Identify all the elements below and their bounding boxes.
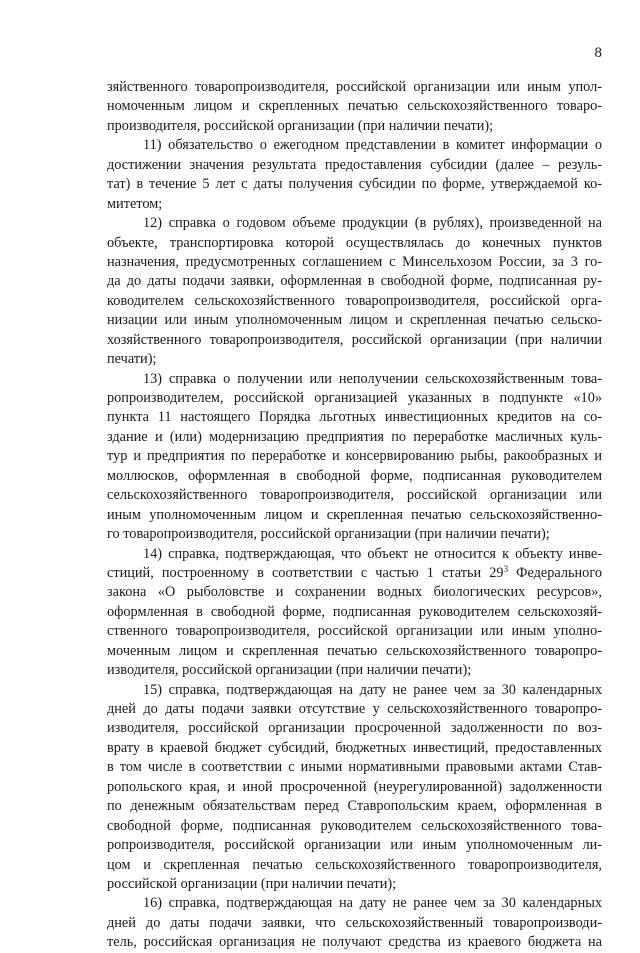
- text-line: моченным лицом и скрепленная печатью сельскохозяйственного товаропро-: [107, 642, 602, 659]
- text-line: 12) справка о годовом объеме продукции (в рублях), произведенной на: [143, 215, 602, 232]
- text-line: тур и предприятия по переработке и консервированию рыбы, ракообразных и: [107, 448, 602, 465]
- text-line: ропроизводителя, российской организации или иным уполномоченным ли-: [107, 837, 602, 854]
- text-line: ственного товаропроизводителя, российской организации или иным уполно-: [107, 623, 602, 640]
- text-line: свободной форме, подписанная руководителем сельскохозяйственного това-: [107, 817, 602, 834]
- text-line: производителя, российской организации (при наличии печати);: [107, 117, 494, 134]
- text-line: зяйственного товаропроизводителя, российской организации или иным упол-: [107, 79, 602, 95]
- text-line: сельскохозяйственного товаропроизводителя, российской организации или: [107, 487, 602, 504]
- text-line: низации или иным уполномоченным лицом и скрепленная печатью сельско-: [107, 312, 602, 329]
- text-line: 16) справка, подтверждающая на дату не ранее чем за 30 календарных: [143, 895, 602, 912]
- text-line: митетом;: [107, 195, 163, 212]
- text-line: оформленная в свободной форме, подписанная руководителем сельскохозяй-: [107, 603, 602, 620]
- text-line: го товаропроизводителя, российской организации (при наличии печати);: [107, 526, 550, 543]
- text-line: хозяйственного товаропроизводителя, российской организации (при наличии: [107, 331, 602, 348]
- text-line: дней до даты подачи заявки, что сельскохозяйственный товаропроизводи-: [107, 914, 602, 931]
- text-line: объекте, транспортировка которой осуществлялась до конечных пунктов: [107, 234, 602, 251]
- text-line: дней до даты подачи заявки отсутствие у сельскохозяйственного товаропро-: [107, 701, 602, 717]
- text-line: печати);: [107, 351, 157, 368]
- text-line: пункта 11 настоящего Порядка льготных инвестиционных кредитов на со-: [107, 409, 602, 426]
- text-line: да до даты подачи заявки, оформленная в свободной форме, подписанная ру-: [107, 273, 602, 290]
- text-line: изводителя, российской организации просроченной задолженности по воз-: [107, 720, 602, 737]
- text-line: тель, российская организация не получают средства из краевого бюджета на: [107, 934, 602, 951]
- superscript: 3: [503, 563, 509, 574]
- text-line: изводителя, российской организации (при наличии печати);: [107, 662, 472, 679]
- text-line: моллюсков, оформленная в свободной форме, подписанная руководителем: [107, 467, 602, 484]
- text-line: российской организации (при наличии печати);: [107, 875, 397, 892]
- text-line: врату в краевой бюджет субсидий, бюджетных инвестиций, предоставленных: [107, 739, 602, 756]
- text-line: ководителем сельскохозяйственного товаропроизводителя, российской орга-: [107, 292, 602, 309]
- document-body: [107, 78, 602, 953]
- text-line: стиций, построенному в соответствии с частью 1 статьи $29^3$ Федерального: [107, 563, 602, 581]
- text-line: по денежным обязательствам перед Ставропольским краем, оформленная в: [107, 798, 602, 815]
- text-line: тат) в течение 5 лет с даты получения субсидии по форме, утверждаемой ко-: [107, 176, 602, 193]
- text-line: ропольского края, и иной просроченной (неурегулированной) задолженности: [107, 778, 602, 795]
- text-line: 11) обязательство о ежегодном представлении в комитет информации о: [143, 137, 602, 154]
- page-number: 8: [594, 45, 602, 61]
- text-line: цом и скрепленная печатью сельскохозяйственного товаропроизводителя,: [107, 856, 602, 873]
- text-line: назначения, предусмотренных соглашением с Минсельхозом России, за 3 го-: [107, 253, 602, 270]
- text-line: номоченным лицом и скрепленных печатью сельскохозяйственного товаро-: [107, 98, 602, 115]
- text-line: ропроизводителем, российской организацией указанных в подпункте «10»: [107, 390, 602, 406]
- text-line: достижении значения результата предоставления субсидии (далее – резуль-: [107, 156, 602, 173]
- text-line: 14) справка, подтверждающая, что объект не относится к объекту инве-: [143, 545, 602, 562]
- text-line: здание и (или) модернизацию предприятия по переработке масличных куль-: [107, 428, 602, 445]
- text-line: закона «О рыболовстве и сохранении водных биологических ресурсов»,: [107, 584, 602, 601]
- text-line: в том числе в соответствии с иными нормативными правовыми актами Став-: [107, 759, 602, 776]
- text-line: иным уполномоченным лицом и скрепленная печатью сельскохозяйственно-: [107, 506, 602, 523]
- text-line: 13) справка о получении или неполучении сельскохозяйственным това-: [143, 370, 602, 387]
- text-line: 15) справка, подтверждающая на дату не ранее чем за 30 календарных: [143, 681, 602, 698]
